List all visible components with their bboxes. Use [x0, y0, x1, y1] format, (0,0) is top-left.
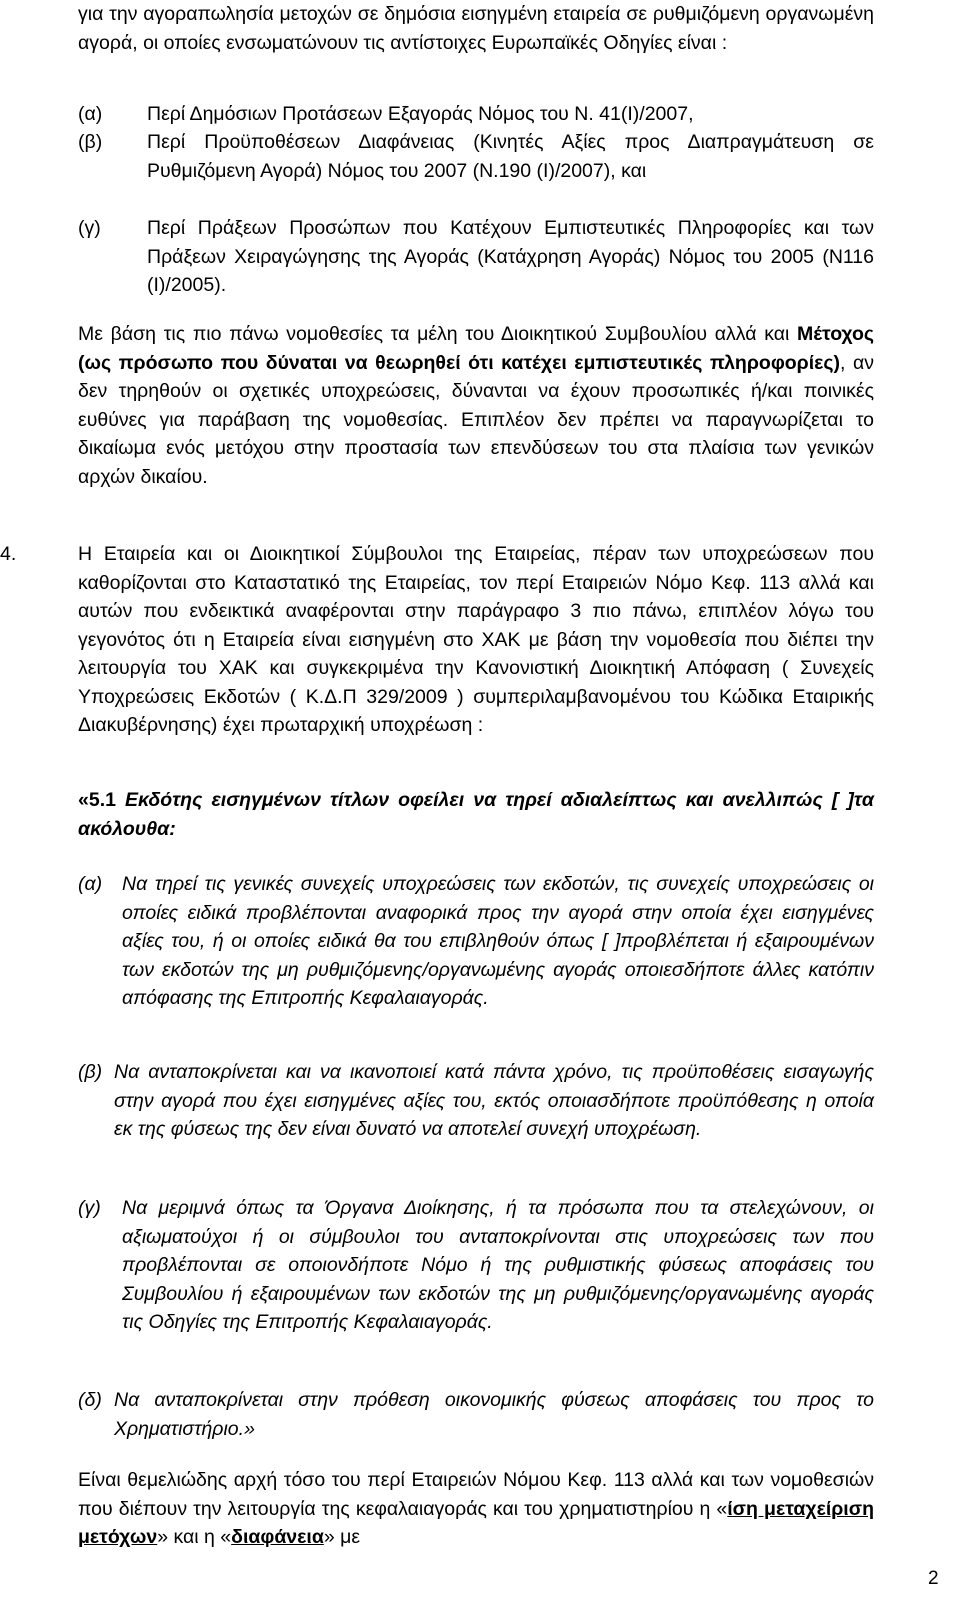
intro-text: για την αγοραπωλησία μετοχών σε δημόσια εισηγμένη εταιρεία σε ρυθμιζόμενη οργανωμένη αγορά, οι οποίες ενσωματώνουν τις αντίστοιχες Ευρωπαϊκές Οδηγίες είναι :	[78, 3, 874, 54]
obligation-text: Να ανταποκρίνεται και να ικανοποιεί κατά πάντα χρόνο, τις προϋποθέσεις εισαγωγής στην αγορά που έχει εισηγμένες αξίες του, εκτός οποιασδήποτε προϋπόθεσης η οποία εκ της φύσεως της δεν είναι δυνατό να αποτελεί συνεχή υποχρέωση.	[114, 1061, 874, 1140]
closing-pre: Είναι θεμελιώδης αρχή τόσο του περί Εταιρειών Νόμου Κεφ. 113 αλλά και των νομοθεσιών που διέπουν την λειτουργία της κεφαλαιαγοράς και του χρηματιστηρίου η «	[78, 1469, 874, 1520]
quote-number: «5.1	[78, 789, 116, 811]
point-4	[0, 540, 874, 770]
obligation-label: (δ)	[78, 1389, 102, 1411]
closing-mid: » και η «	[157, 1526, 232, 1548]
law-label: (β)	[78, 131, 103, 153]
intro-paragraph	[78, 0, 874, 57]
law-label: (γ)	[78, 217, 101, 239]
basis-pre: Με βάση τις πιο πάνω νομοθεσίες τα μέλη του Διοικητικού Συμβουλίου αλλά και	[78, 323, 798, 345]
obligation-label: (α)	[78, 873, 103, 895]
law-text: Περί Δημόσιων Προτάσεων Εξαγοράς Νόμος του Ν. 41(Ι)/2007,	[147, 103, 694, 125]
basis-paragraph	[78, 320, 874, 491]
quote-heading	[78, 786, 874, 843]
page-number: 2	[928, 1568, 939, 1589]
basis-post: , αν δεν τηρηθούν οι σχετικές υποχρεώσεις, δύνανται να έχουν προσωπικές ή/και ποινικές ευθύνες για παράβαση της νομοθεσίας. Επιπλέον δεν πρέπει να παραγνωρίζεται το δικαίωμα ενός μετόχου στην προστασία των επενδύσεων του στα πλαίσια των γενικών αρχών δικαίου.	[78, 351, 874, 488]
point-text: Η Εταιρεία και οι Διοικητικοί Σύμβουλοι της Εταιρείας, πέραν των υποχρεώσεων που καθορίζονται στο Καταστατικό της Εταιρείας, τον περί Εταιρειών Νόμο Κεφ. 113 αλλά και αυτών που ενδεικτικά αναφέρονται στην παράγραφο 3 πιο πάνω, επιπλέον λόγω του γεγονότος ότι η Εταιρεία είναι εισηγμένη στο ΧΑΚ με βάση την νομοθεσία που διέπει την λειτουργία του ΧΑΚ και συγκεκριμένα την Κανονιστική Διοικητική Απόφαση ( Συνεχείς Υποχρεώσεις Εκδοτών ( Κ.Δ.Π 329/2009 ) συμπεριλαμβανομένου του Κώδικα Εταιρικής Διακυβέρνησης) έχει πρωταρχική υποχρέωση :	[78, 543, 874, 736]
point-number: 4.	[0, 543, 17, 565]
basis-bold: Μέτοχος (ως πρόσωπο που δύναται να θεωρηθεί ότι κατέχει εμπιστευτικές πληροφορίες)	[78, 323, 874, 374]
closing-paragraph	[78, 1466, 874, 1552]
obligation-text: Να ανταποκρίνεται στην πρόθεση οικονομικής φύσεως αποφάσεις του προς το Χρηματιστήριο.»	[114, 1389, 874, 1440]
obligation-text: Να τηρεί τις γενικές συνεχείς υποχρεώσεις των εκδοτών, τις συνεχείς υποχρεώσεις οι οποίες ειδικά προβλέπονται αναφορικά προς την αγορά στην οποία έχει εισηγμένες αξίες του, ή οι οποίες ειδικά θα του επιβληθούν όπως [ ]προβλέπεται ή εξαιρουμένων των εκδοτών της μη ρυθμιζόμενης/οργανωμένης αγοράς οποιεσδήποτε άλλες κατόπιν απόφασης της Επιτροπής Κεφαλαιαγοράς.	[122, 873, 874, 1009]
obligation-c	[78, 1194, 874, 1366]
obligation-d	[78, 1386, 874, 1444]
law-text: Περί Προϋποθέσεων Διαφάνειας (Κινητές Αξίες προς Διαπραγμάτευση σε Ρυθμιζόμενη Αγορά) Νόμος του 2007 (Ν.190 (Ι)/2007), και	[147, 131, 874, 182]
closing-equal-treatment: ίση μεταχείριση μετόχων	[78, 1497, 874, 1548]
quote-heading-text: Εκδότης εισηγμένων τίτλων οφείλει να τηρεί αδιαλείπτως και ανελλιπώς [ ]τα ακόλουθα:	[78, 789, 874, 840]
law-item-b	[78, 128, 874, 214]
closing-transparency: διαφάνεια	[231, 1526, 324, 1548]
obligation-b	[78, 1058, 874, 1172]
obligation-label: (β)	[78, 1061, 103, 1083]
law-text: Περί Πράξεων Προσώπων που Κατέχουν Εμπιστευτικές Πληροφορίες και των Πράξεων Χειραγώγησης της Αγοράς (Κατάχρηση Αγοράς) Νόμος του 2005 (Ν116 (Ι)/2005).	[147, 217, 874, 296]
obligation-label: (γ)	[78, 1197, 101, 1219]
obligation-a	[78, 870, 874, 1042]
closing-post: » με	[323, 1526, 361, 1548]
law-label: (α)	[78, 103, 103, 125]
law-item-c	[78, 214, 874, 300]
obligation-text: Να μεριμνά όπως τα Όργανα Διοίκησης, ή τα πρόσωπα που τα στελεχώνουν, οι αξιωματούχοι ή οι σύμβουλοι του ανταποκρίνονται στις υποχρεώσεις των που προβλέπονται σε οποιονδήποτε Νόμο ή της ρυθμιστικής φύσεως αποφάσεις του Συμβουλίου ή εξαιρουμένων των εκδοτών της μη ρυθμιζόμενης/οργανωμένης αγοράς τις Οδηγίες της Επιτροπής Κεφαλαιαγοράς.	[122, 1197, 874, 1333]
law-item-a	[78, 100, 874, 128]
